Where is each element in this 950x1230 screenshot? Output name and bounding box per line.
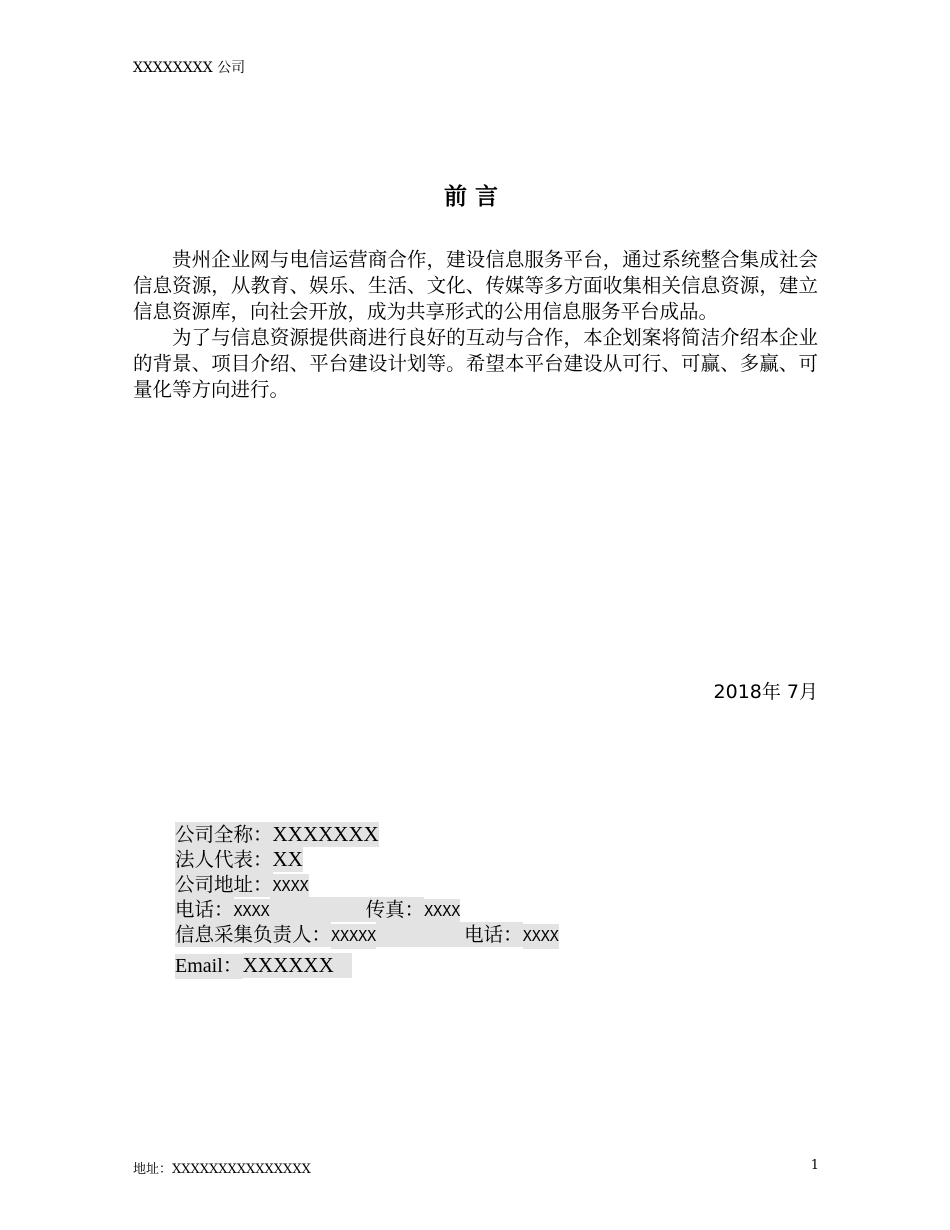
contact-row-email [175, 953, 559, 978]
collector-value: XXXXX [331, 924, 376, 949]
phone-value: XXXX [234, 899, 270, 924]
email-value: XXXXXX [242, 953, 334, 977]
page-title: 前言 [444, 184, 506, 210]
phone-label: 电话： [175, 898, 234, 921]
header-company-name: XXXXXXXX 公司 [133, 60, 246, 76]
collector-phone-label: 电话： [464, 923, 523, 946]
company-address-label: 公司地址： [175, 873, 273, 896]
fax-value: XXXX [424, 899, 460, 924]
intro-section [133, 247, 818, 403]
contact-info-block [175, 822, 559, 978]
email-spacer [334, 953, 353, 978]
collector-label: 信息采集负责人： [175, 923, 332, 946]
intro-paragraph-2: 为了与信息资源提供商进行良好的互动与合作，本企划案将简洁介绍本企业的背景、项目介绍、平台建设计划等。希望本平台建设从可行、可赢、多赢、可量化等方向进行。 [133, 326, 818, 401]
contact-row-company [175, 822, 559, 847]
document-date: 2018年 7月 [713, 681, 818, 703]
legal-rep-value: XX [272, 847, 303, 871]
collector-spacer [376, 922, 464, 947]
intro-paragraph-1: 贵州企业网与电信运营商合作，建设信息服务平台，通过系统整合集成社会信息资源，从教育、娱乐、生活、文化、传媒等多方面收集相关信息资源，建立信息资源库，向社会开放，成为共享形式的公用信息服务平台成品。 [133, 248, 818, 323]
contact-row-legal [175, 847, 559, 872]
company-name-label: 公司全称： [175, 823, 273, 846]
company-name-value: XXXXXXX [272, 822, 379, 846]
fax-label: 传真： [365, 898, 425, 921]
company-address-value: XXXX [273, 874, 309, 899]
contact-row-collector [175, 922, 559, 947]
contact-row-phone-fax [175, 897, 559, 922]
email-label: Email： [175, 955, 243, 977]
page-number: 1 [810, 1158, 819, 1173]
contact-row-address [175, 872, 559, 897]
footer-address: 地址：XXXXXXXXXXXXXXX [133, 1162, 311, 1177]
phone-fax-spacer [270, 897, 366, 922]
collector-phone-value: XXXX [523, 924, 559, 949]
legal-rep-label: 法人代表： [175, 848, 273, 871]
